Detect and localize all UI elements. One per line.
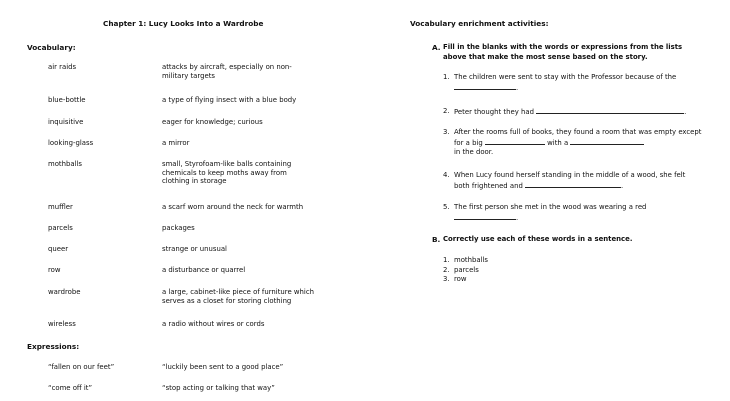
answer-blank[interactable]	[454, 83, 516, 90]
list-item: 1. mothballs	[443, 256, 489, 264]
expression-meaning: “stop acting or talking that way”	[162, 384, 275, 392]
vocab-term: blue-bottle	[48, 96, 86, 104]
question-number: 1.	[443, 73, 450, 81]
expressions-heading: Expressions:	[27, 342, 80, 351]
vocab-term: row	[48, 266, 61, 274]
vocab-definition: a large, cabinet-like piece of furniture which serves as a closet for storing clothing	[162, 288, 314, 305]
question-number: 4.	[443, 171, 450, 179]
section-b-instruction: Correctly use each of these words in a sentence.	[443, 235, 633, 243]
vocab-definition: a scarf worn around the neck for warmth	[162, 203, 304, 211]
question-number: 3.	[443, 128, 450, 136]
section-a-letter: A.	[432, 43, 441, 52]
answer-blank[interactable]	[536, 107, 684, 114]
question-5: 5. The first person she met in the wood was wearing a red .	[443, 203, 647, 222]
list-item: 3. row	[443, 275, 467, 284]
activities-title: Vocabulary enrichment activities:	[410, 19, 549, 28]
question-3: 3. After the rooms full of books, they found a room that was empty except for a big with a in the door.	[443, 128, 702, 157]
expression-phrase: “come off it”	[48, 384, 93, 392]
vocab-term: wardrobe	[48, 288, 81, 296]
vocab-term: looking-glass	[48, 139, 94, 147]
vocabulary-heading: Vocabulary:	[27, 43, 76, 52]
vocab-definition: attacks by aircraft, especially on non-military targets	[162, 63, 292, 80]
chapter-title: Chapter 1: Lucy Looks Into a Wardrobe	[103, 19, 264, 28]
answer-blank[interactable]	[454, 213, 516, 220]
vocab-definition: a radio without wires or cords	[162, 320, 265, 328]
question-text: When Lucy found herself standing in the middle of a wood, she felt both frightened and	[454, 171, 686, 190]
vocab-definition: a type of flying insect with a blue body	[162, 96, 297, 104]
vocab-definition: small, Styrofoam-like balls containing chemicals to keep moths away from clothing in storage	[162, 160, 292, 186]
vocab-term: queer	[48, 245, 69, 253]
question-4: 4. When Lucy found herself standing in the middle of a wood, she felt both frightened and .	[443, 171, 686, 190]
question-text: Peter thought they had	[454, 108, 534, 116]
question-1: 1. The children were sent to stay with the Professor because of the .	[443, 73, 677, 92]
answer-blank[interactable]	[485, 138, 545, 145]
answer-blank[interactable]	[525, 181, 621, 188]
question-number: 2.	[443, 107, 450, 115]
vocab-definition: a mirror	[162, 139, 190, 147]
list-item: 2. parcels	[443, 265, 479, 274]
vocab-term: parcels	[48, 224, 73, 232]
expression-meaning: “luckily been sent to a good place”	[162, 363, 284, 371]
vocab-term: mothballs	[48, 160, 83, 168]
answer-blank[interactable]	[570, 138, 644, 145]
vocab-term: wireless	[48, 320, 76, 328]
word-list	[443, 256, 488, 285]
section-b-letter: B.	[432, 235, 441, 244]
vocab-term: inquisitive	[48, 118, 84, 126]
vocab-term: muffler	[48, 203, 73, 211]
expression-phrase: “fallen on our feet”	[48, 363, 115, 371]
question-2: 2. Peter thought they had .	[443, 107, 687, 116]
vocab-definition: eager for knowledge; curious	[162, 118, 263, 126]
question-text: After the rooms full of books, they found a room that was empty except for a big	[454, 128, 702, 147]
question-text: The children were sent to stay with the Professor because of the	[454, 73, 677, 81]
vocab-term: air raids	[48, 63, 77, 71]
vocab-definition: packages	[162, 224, 195, 232]
question-number: 5.	[443, 203, 450, 211]
question-text: The first person she met in the wood was wearing a red	[454, 203, 647, 211]
section-a-instruction: Fill in the blanks with the words or expressions from the lists above that make the most sense based on the story.	[443, 43, 683, 61]
vocab-definition: a disturbance or quarrel	[162, 266, 246, 274]
vocab-definition: strange or unusual	[162, 245, 227, 253]
